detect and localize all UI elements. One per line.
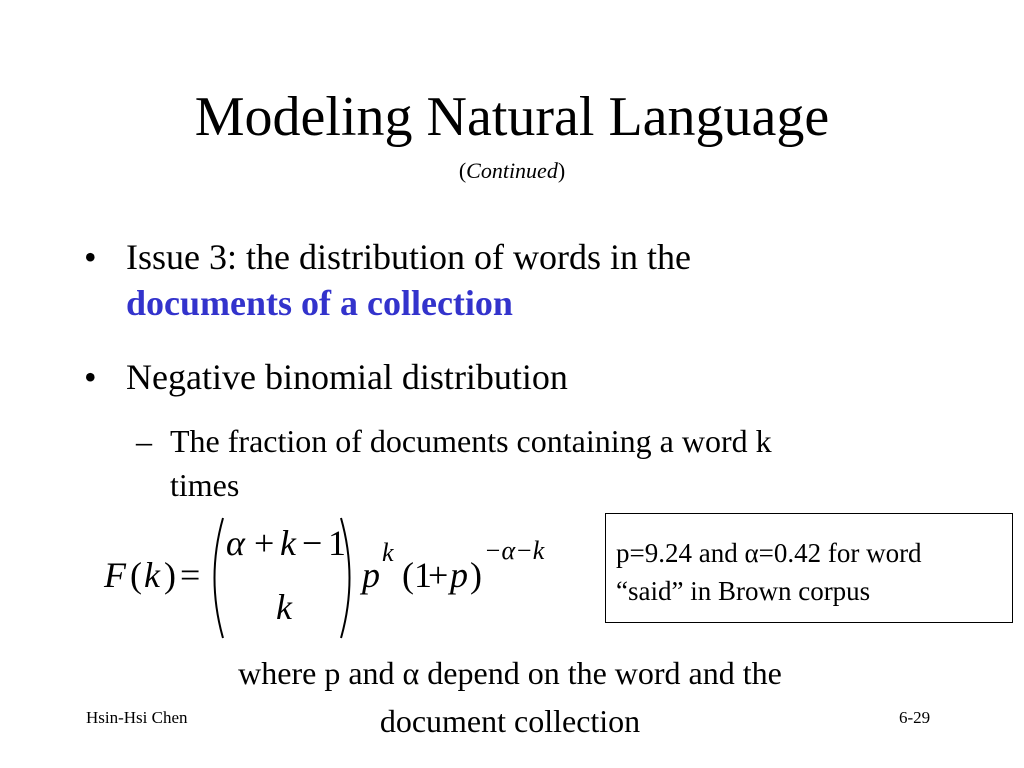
where-line-2: document collection: [379, 703, 641, 739]
sub-bullet-line-2: times: [170, 467, 240, 503]
bullet-mark: •: [84, 357, 97, 397]
sub-bullet-text: [170, 419, 772, 507]
formula-p: p: [362, 555, 380, 595]
formula-plus: +: [428, 555, 449, 595]
sub-bullet-line-1: The fraction of documents containing a word k: [170, 423, 772, 459]
subtitle-close-paren: ): [557, 158, 566, 183]
parameter-note-box: [605, 513, 1013, 623]
binomial-top-minus: −: [302, 523, 323, 563]
footer-author: Hsin-Hsi Chen: [86, 708, 188, 727]
bullet-text: [126, 234, 691, 326]
negative-binomial-formula: [100, 510, 570, 640]
formula-F: F: [104, 555, 126, 595]
bullet-line-1: Negative binomial distribution: [126, 357, 568, 397]
footer-page-number: 6-29: [899, 708, 931, 727]
subtitle-open-paren: (: [458, 158, 467, 183]
bullet-mark: •: [84, 237, 97, 277]
sub-bullet-mark: –: [136, 423, 152, 459]
bullet-line-1: Issue 3: the distribution of words in the: [126, 237, 691, 277]
formula-open-one: (1: [402, 555, 432, 595]
binomial-top-alpha: α: [226, 523, 245, 563]
binomial-bottom-k: k: [276, 587, 292, 627]
formula-close: ): [470, 555, 482, 595]
binomial-top-k: k: [280, 523, 296, 563]
bullet-highlight: documents of a collection: [126, 283, 513, 323]
note-line-1: p=9.24 and α=0.42 for word: [616, 538, 922, 568]
formula-lparen: (: [130, 555, 142, 595]
slide-title: Modeling Natural Language: [194, 86, 830, 148]
subtitle-continued: Continued: [466, 158, 558, 183]
slide-subtitle: [0, 157, 1024, 185]
formula-p-inner: p: [450, 555, 468, 595]
formula-rparen: ): [164, 555, 176, 595]
formula-equals: =: [180, 555, 201, 595]
binomial-left-paren: [204, 516, 226, 640]
formula-k: k: [144, 555, 160, 595]
formula-exponent-neg: −α−k: [484, 536, 545, 565]
binomial-top-one: 1: [328, 523, 346, 563]
binomial-right-paren: [338, 516, 360, 640]
where-caption: [150, 649, 870, 745]
formula-exponent-k: k: [382, 538, 394, 567]
note-line-2: “said” in Brown corpus: [616, 576, 871, 606]
where-line-1: where p and α depend on the word and the: [238, 655, 782, 691]
binomial-top-plus: +: [254, 523, 275, 563]
